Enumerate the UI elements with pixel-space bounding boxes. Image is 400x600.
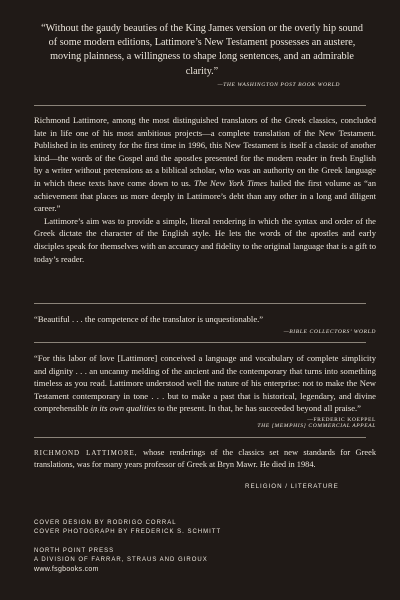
long-quote-text-after: to the present. In that, he has succeeded beyond all praise.”	[157, 403, 361, 414]
middle-quote-attribution: —BIBLE COLLECTORS’ WORLD	[283, 328, 376, 335]
middle-quote-text: “Beautiful . . . the competence of the translator is unquestionable.”	[34, 314, 264, 324]
nyt-title: The New York Times	[194, 177, 268, 188]
author-bio	[34, 447, 376, 472]
divider-3	[34, 342, 366, 343]
publisher-block	[34, 547, 376, 574]
description-paragraph-1	[34, 114, 376, 215]
author-bio-block	[34, 447, 376, 472]
long-quote-italic: in its own qualities	[90, 403, 156, 414]
publisher-url[interactable]: www.fsgbooks.com	[34, 566, 99, 573]
top-quote-attribution: —THE WASHINGTON POST BOOK WORLD	[217, 81, 340, 88]
author-name: RICHMOND LATTIMORE,	[34, 449, 138, 457]
divider-2	[34, 303, 366, 304]
publisher-name: NORTH POINT PRESS	[34, 548, 115, 554]
divider-4	[34, 437, 366, 438]
cover-design-credit: COVER DESIGN BY RODRIGO CORRAL	[34, 520, 177, 526]
long-quote-block	[34, 352, 376, 429]
long-quote-attribution-source: THE [MEMPHIS] COMMERCIAL APPEAL	[257, 422, 376, 429]
cover-photo-credit: COVER PHOTOGRAPH BY FREDERICK S. SCHMITT	[34, 529, 222, 535]
author-bio-text: whose renderings of the classics set new standards for Greek translations, was for many years professor of Greek at Bryn Mawr. He died in 1984.	[34, 448, 377, 470]
long-quote-attribution-name: —FREDERIC KOEPPEL	[307, 416, 376, 423]
publisher-division: A DIVISION OF FARRAR, STRAUS AND GIROUX	[34, 557, 208, 563]
description-paragraph-2: Lattimore’s aim was to provide a simple, literal rendering in which the syntax and order of the Greek dictate the character of the English style. He lets the words of the apostles and early disciples speak for themselves with an accuracy and fidelity to the original language that is a gift to today’s reader.	[34, 215, 376, 264]
top-quote-block	[36, 22, 368, 88]
middle-quote-block	[34, 313, 376, 335]
top-quote-text: “Without the gaudy beauties of the King James version or the overly hip sound of some modern editions, Lattimore’s New Testament possesses an austere, moving plainness, a willingness to shape long sentences, and an admirable clarity.”	[41, 23, 363, 77]
description-paragraph-1-text: Richmond Lattimore, among the most distinguished translators of the Greek classics, concluded late in life one of his most ambitious projects—a complete translation of the New Testament. Published in its entirety for the first time in 1996, this New Testament is itself a classic of another kind—the words of the Gospel and the apostles presented for the modern reader in fresh English by a writer without pretensions as a biblical scholar, who was an authority on the Greek language in which these texts have come down to us.	[34, 115, 376, 188]
long-quote-text-before: “For this labor of love [Lattimore] conceived a language and vocabulary of complete simplicity and dignity . . . an uncanny melding of the ancient and the contemporary that turns into something timeless as you read. Lattimore understood well the nature of his enterprise: not to make the New Testament contemporary in tone . . . but to make a past that is historical, legendary, and divine comprehensible	[34, 353, 376, 414]
description-block	[34, 114, 376, 265]
category-label: RELIGION / LITERATURE	[245, 483, 339, 490]
long-quote-text	[34, 352, 376, 415]
credits-block	[34, 519, 376, 537]
description-paragraph-1-tail: hailed the first volume as “an achievement that places us more deeply in Lattimore’s debt than any other in a long and diligent career.”	[34, 177, 376, 214]
divider-1	[34, 105, 366, 106]
